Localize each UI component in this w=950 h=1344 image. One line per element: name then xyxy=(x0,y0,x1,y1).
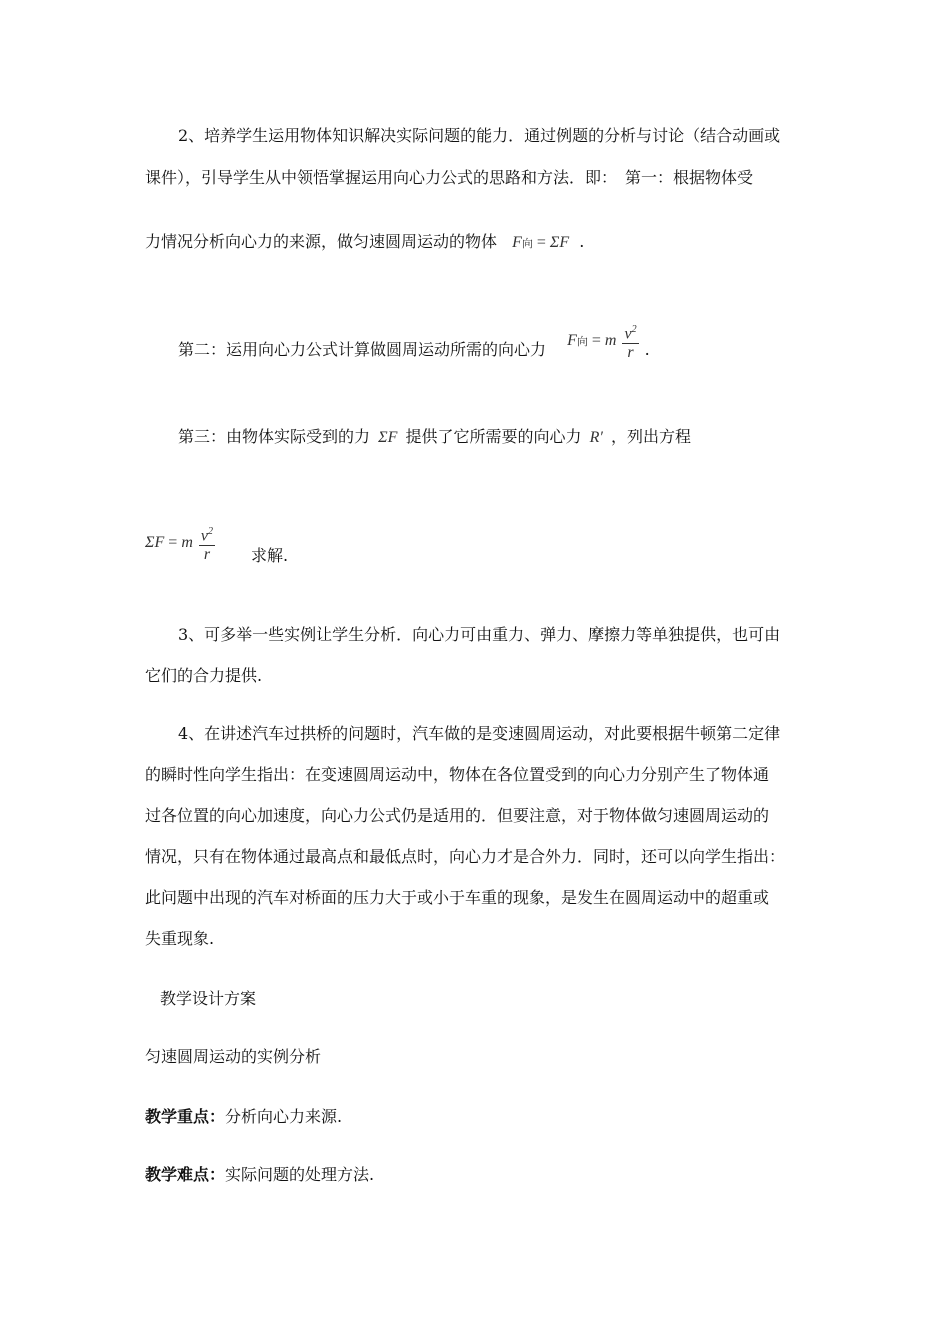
paragraph-2-line-1: 2、培养学生运用物体知识解决实际问题的能力．通过例题的分析与讨论（结合动画或 xyxy=(178,126,781,145)
equation-line xyxy=(145,520,288,565)
paragraph-2-line-3-text: 力情况分析向心力的来源，做匀速圆周运动的物体 xyxy=(145,232,498,251)
paragraph-4-line-5: 此问题中出现的汽车对桥面的压力大于或小于车重的现象，是发生在圆周运动中的超重或 xyxy=(145,888,770,907)
paragraph-4-line-6: 失重现象. xyxy=(145,929,215,948)
paragraph-4-line-3: 过各位置的向心加速度，向心力公式仍是适用的．但要注意，对于物体做匀速圆周运动的 xyxy=(145,806,770,825)
step-2-text: 第二：运用向心力公式计算做圆周运动所需的向心力 xyxy=(178,340,547,359)
step-2-line: 第二：运用向心力公式计算做圆周运动所需的向心力 F向 = m $\frac{v^2}{r}$ . xyxy=(178,330,650,372)
formula-centripetal-force: F向 = m $\frac{v^2}{r}$ xyxy=(567,332,644,349)
solve-text: 求解. xyxy=(250,546,289,565)
formula-f-equals-sum-f: F向 = ΣF xyxy=(512,234,570,251)
paragraph-4-line-2: 的瞬时性向学生指出：在变速圆周运动中，物体在各位置受到的向心力分别产生了物体通 xyxy=(145,765,770,784)
paragraph-4-line-4: 情况，只有在物体通过最高点和最低点时，向心力才是合外力．同时，还可以向学生指出： xyxy=(145,847,786,866)
key-point-line xyxy=(145,1105,342,1129)
design-subtitle: 匀速圆周运动的实例分析 xyxy=(145,1047,322,1066)
paragraph-4-line-1: 4、在讲述汽车过拱桥的问题时，汽车做的是变速圆周运动，对此要根据牛顿第二定律 xyxy=(178,724,781,743)
difficulty-label: 教学难点： xyxy=(145,1165,226,1184)
formula-sum-f: ΣF xyxy=(378,429,398,446)
paragraph-2-line-2: 课件），引导学生从中领悟掌握运用向心力公式的思路和方法．即： 第一：根据物体受 xyxy=(145,168,754,187)
paragraph-3-line-1: 3、可多举一些实例让学生分析．向心力可由重力、弹力、摩擦力等单独提供，也可由 xyxy=(178,625,781,644)
formula-r-prime: R′ xyxy=(589,429,603,446)
key-point-label: 教学重点： xyxy=(145,1107,226,1126)
difficulty-text: 实际问题的处理方法. xyxy=(225,1165,375,1184)
difficulty-line xyxy=(145,1163,374,1187)
paragraph-2-line-3: 力情况分析向心力的来源，做匀速圆周运动的物体 F向 = ΣF . xyxy=(145,232,585,251)
design-heading: 教学设计方案 xyxy=(160,989,257,1008)
formula-sum-f-equals-mv2-over-r: ΣF = m $\frac{v^2}{r}$ xyxy=(145,534,221,551)
paragraph-3-line-2: 它们的合力提供. xyxy=(145,666,263,685)
fraction-v2-over-r: $\frac{v^2}{r}$ xyxy=(622,321,638,362)
step-3-line: 第三：由物体实际受到的力 ΣF 提供了它所需要的向心力 R′ ，列出方程 xyxy=(178,427,691,446)
key-point-text: 分析向心力来源. xyxy=(225,1107,343,1126)
